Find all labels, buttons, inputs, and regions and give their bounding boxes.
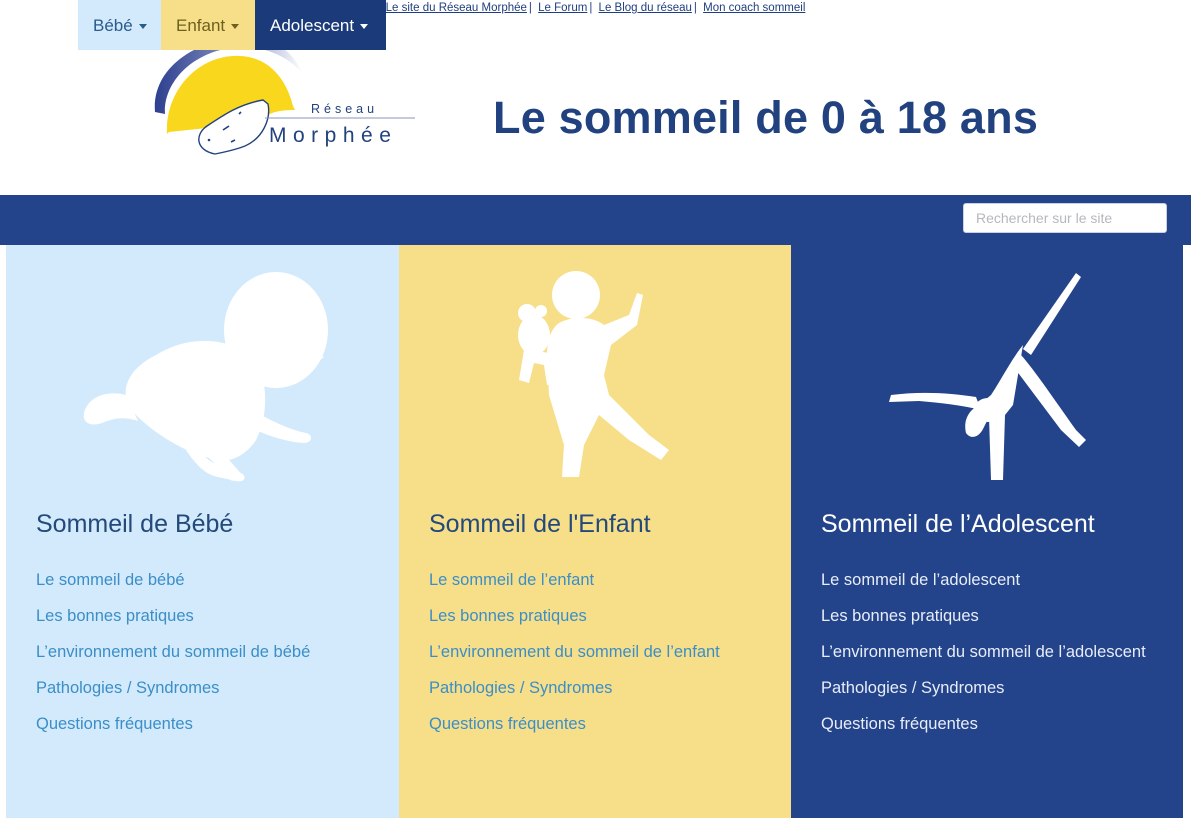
child-with-teddy-silhouette-icon	[399, 245, 791, 495]
caret-down-icon	[514, 24, 522, 29]
nav-label: Actus	[550, 16, 593, 35]
nav-adolescent[interactable]	[255, 0, 386, 50]
panel-link[interactable]: Pathologies / Syndromes	[429, 679, 613, 697]
link-separator: |	[589, 2, 593, 14]
nav-label: Adolescent	[270, 16, 355, 35]
panel-link-list	[429, 567, 769, 747]
caret-down-icon	[913, 24, 921, 29]
panel-adolescent	[791, 245, 1183, 818]
panel-link[interactable]: Les bonnes pratiques	[821, 607, 979, 625]
caret-down-icon	[360, 24, 368, 29]
cartwheel-teen-silhouette-icon	[791, 245, 1183, 495]
search-input[interactable]	[963, 203, 1167, 233]
nav-actus[interactable]	[544, 0, 593, 50]
panel-link[interactable]: Questions fréquentes	[429, 715, 586, 733]
nav-label: Enfant	[176, 16, 226, 35]
panel-link[interactable]: Pathologies / Syndromes	[36, 679, 220, 697]
nav-label: Qui sommes-nous ?	[625, 16, 778, 35]
nav-en-savoir-plus[interactable]	[395, 0, 522, 50]
top-link-coach[interactable]: Mon coach sommeil	[703, 2, 806, 14]
nav-label: En savoir plus	[401, 16, 508, 35]
panel-link[interactable]: L’environnement du sommeil de l’enfant	[429, 643, 720, 661]
panel-link[interactable]: Questions fréquentes	[36, 715, 193, 733]
top-link-blog[interactable]: Le Blog du réseau	[598, 2, 692, 14]
panel-link[interactable]: L’environnement du sommeil de bébé	[36, 643, 311, 661]
nav-enfant[interactable]	[161, 0, 255, 50]
panel-link[interactable]: Les bonnes pratiques	[36, 607, 194, 625]
moon-sun-logo-icon	[145, 34, 417, 156]
panel-enfant	[399, 245, 791, 818]
caret-down-icon	[783, 24, 791, 29]
nav-ressources[interactable]	[811, 0, 921, 50]
nav-accueil[interactable]	[0, 0, 78, 50]
top-link-reseau[interactable]: Le site du Réseau Morphée	[385, 2, 527, 14]
panel-link[interactable]: Le sommeil de l’adolescent	[821, 571, 1021, 589]
logo-reseau-text: Réseau	[311, 102, 379, 116]
nav-label: Accueil	[6, 16, 61, 35]
link-separator: |	[528, 2, 532, 14]
logo-morphee-text: Morphée	[269, 124, 398, 147]
panel-link[interactable]: Le sommeil de bébé	[36, 571, 185, 589]
panel-heading: Sommeil de l’Adolescent	[821, 510, 1095, 538]
link-separator: |	[693, 2, 697, 14]
nav-label: Bébé	[93, 16, 133, 35]
panel-heading: Sommeil de l'Enfant	[429, 510, 651, 538]
top-link-forum[interactable]: Le Forum	[538, 2, 588, 14]
nav-label: Ressources	[817, 16, 907, 35]
panel-link[interactable]: Questions fréquentes	[821, 715, 978, 733]
panel-bebe	[6, 245, 399, 818]
panel-link-list	[36, 567, 376, 747]
panel-heading: Sommeil de Bébé	[36, 510, 234, 538]
nav-qui-sommes-nous[interactable]	[619, 0, 791, 50]
panel-link[interactable]: Pathologies / Syndromes	[821, 679, 1005, 697]
reseau-morphee-logo[interactable]	[145, 34, 417, 156]
caret-down-icon	[139, 24, 147, 29]
site-title: Le sommeil de 0 à 18 ans	[493, 92, 1039, 143]
crawling-baby-silhouette-icon	[6, 245, 399, 495]
panel-link[interactable]: Les bonnes pratiques	[429, 607, 587, 625]
panel-link[interactable]: Le sommeil de l’enfant	[429, 571, 595, 589]
panel-link[interactable]: L’environnement du sommeil de l’adolescent	[821, 643, 1146, 661]
nav-bebe[interactable]	[78, 0, 161, 50]
panel-link-list	[821, 567, 1161, 747]
caret-down-icon	[231, 24, 239, 29]
